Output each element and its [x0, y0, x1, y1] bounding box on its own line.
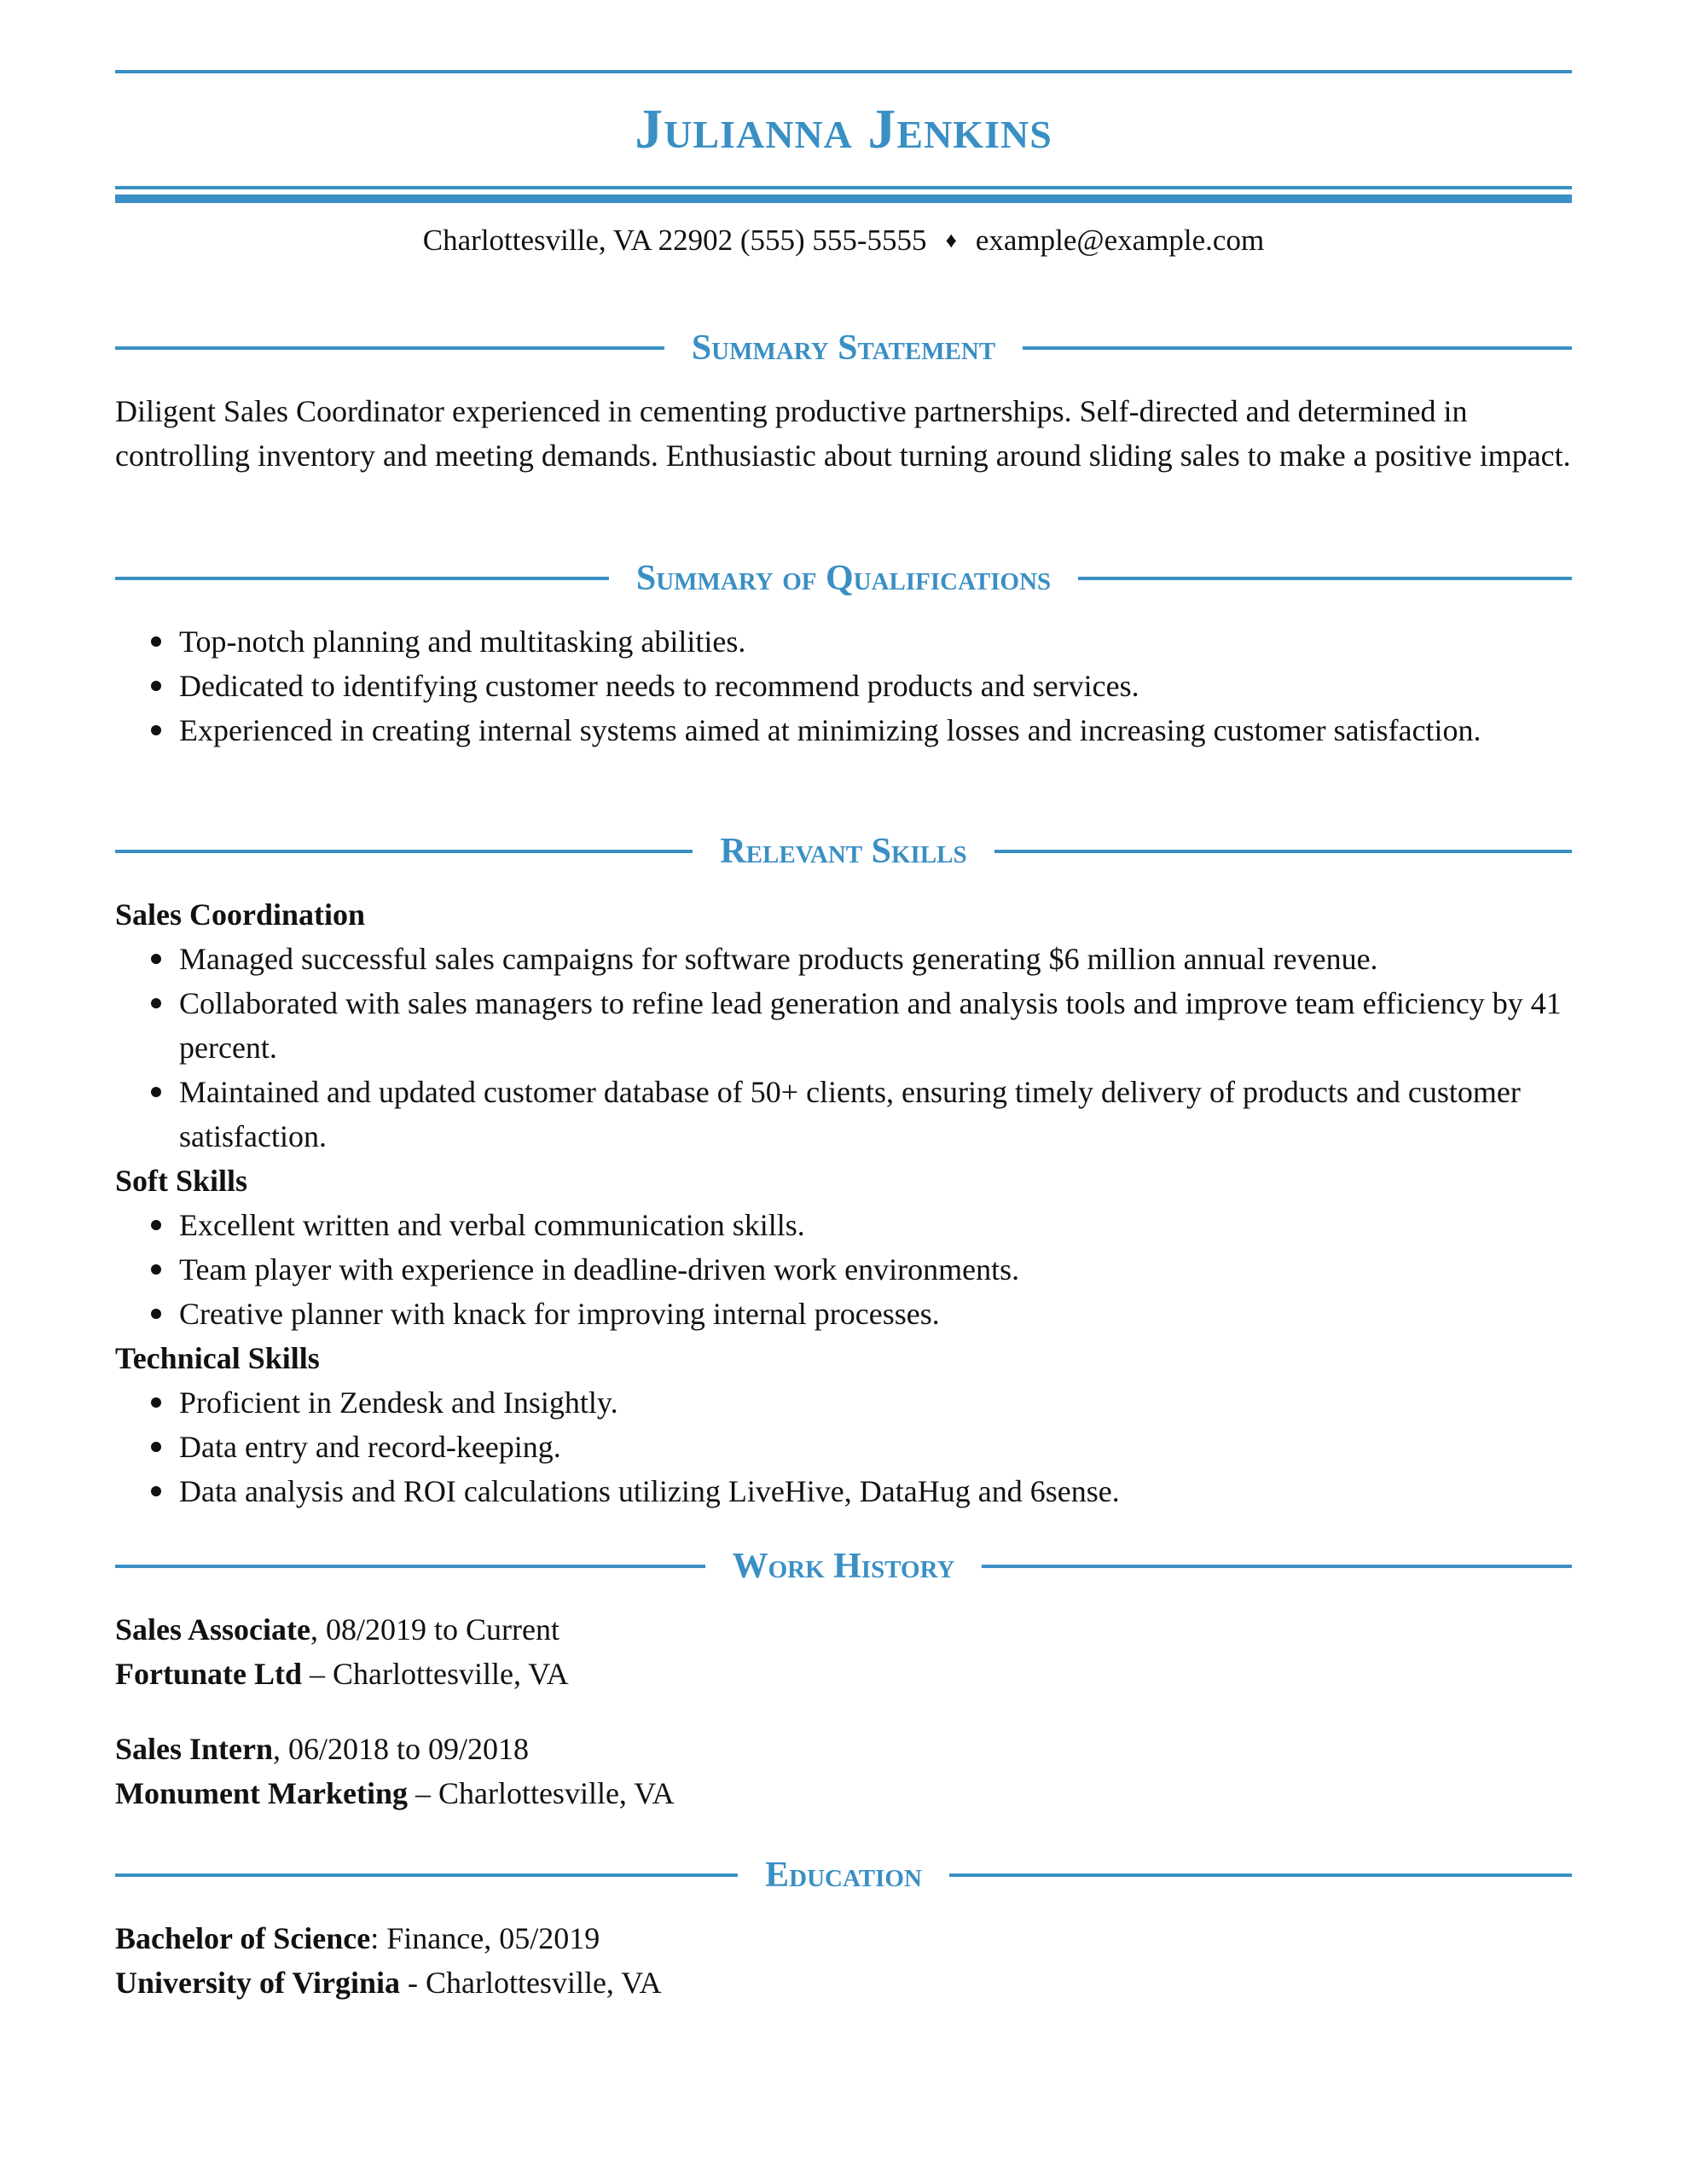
education-degree-line: [115, 1916, 1572, 1960]
section-header-work: [115, 1542, 1572, 1590]
section-title: Summary of Qualifications: [635, 559, 1052, 598]
candidate-name: Julianna Jenkins: [635, 98, 1052, 160]
list-item-text: Creative planner with knack for improving internal processes.: [179, 1297, 940, 1331]
section-rule-right: [982, 1565, 1572, 1568]
section-rule-right: [1078, 577, 1572, 580]
bullet-icon: [151, 1442, 161, 1452]
bullet-icon: [151, 954, 161, 964]
bullet-icon: [151, 1397, 161, 1408]
list-item-text: Top-notch planning and multitasking abilities.: [179, 624, 746, 659]
contact-line: [115, 220, 1572, 261]
section-header-qualifications: [115, 555, 1572, 602]
bullet-icon: [151, 1220, 161, 1230]
skill-group-list: [115, 1380, 1572, 1513]
job-entry: [115, 1727, 1572, 1815]
section-rule-left: [115, 1565, 705, 1568]
job-location: – Charlottesville, VA: [302, 1657, 569, 1691]
education-block: [115, 1916, 1572, 2005]
job-entry: [115, 1607, 1572, 1696]
bullet-icon: [151, 1309, 161, 1319]
section-title: Work History: [732, 1547, 955, 1586]
list-item-text: Team player with experience in deadline-driven work environments.: [179, 1252, 1020, 1287]
job-dates: , 06/2018 to 09/2018: [273, 1732, 530, 1766]
section-title: Education: [765, 1856, 922, 1895]
bullet-icon: [151, 998, 161, 1008]
bullet-icon: [151, 725, 161, 735]
list-item: [115, 664, 1572, 708]
bullet-icon: [151, 681, 161, 691]
section-rule-left: [115, 1873, 738, 1877]
job-role: Sales Intern: [115, 1732, 274, 1766]
skill-group-heading: Technical Skills: [115, 1341, 320, 1375]
job-title-line: [115, 1727, 1572, 1771]
section-header-education: [115, 1851, 1572, 1899]
education-degree: Bachelor of Science: [115, 1921, 371, 1955]
section-rule-right: [1023, 346, 1572, 350]
bullet-icon: [151, 1087, 161, 1097]
bullet-icon: [151, 1264, 161, 1275]
contact-email: example@example.com: [975, 224, 1265, 257]
list-item-text: Data entry and record-keeping.: [179, 1430, 561, 1464]
list-item: [115, 1247, 1572, 1292]
section-header-skills: [115, 828, 1572, 875]
education-location: - Charlottesville, VA: [399, 1966, 662, 2000]
education-field: : Finance, 05/2019: [370, 1921, 600, 1955]
list-item: [115, 981, 1572, 1070]
list-item: [115, 1203, 1572, 1247]
list-item-text: Maintained and updated customer database of 50+ clients, ensuring timely delivery of products and customer satisfaction.: [179, 1075, 1521, 1153]
education-school: University of Virginia: [115, 1966, 400, 2000]
diamond-separator-icon: ♦: [945, 228, 957, 253]
list-item: [115, 1425, 1572, 1469]
bullet-icon: [151, 636, 161, 647]
list-item-text: Proficient in Zendesk and Insightly.: [179, 1385, 618, 1420]
list-item: [115, 1469, 1572, 1513]
list-item-text: Data analysis and ROI calculations utilizing LiveHive, DataHug and 6sense.: [179, 1474, 1120, 1508]
education-school-line: [115, 1960, 1572, 2005]
job-title-line: [115, 1607, 1572, 1652]
list-item: [115, 1292, 1572, 1336]
job-company: Monument Marketing: [115, 1776, 408, 1810]
job-company-line: [115, 1652, 1572, 1696]
skill-group-heading: Soft Skills: [115, 1164, 248, 1198]
job-role: Sales Associate: [115, 1612, 310, 1647]
header-bottom-rule-thin: [115, 186, 1572, 189]
list-item-text: Excellent written and verbal communication skills.: [179, 1208, 805, 1242]
job-company-line: [115, 1771, 1572, 1815]
qualifications-block: [115, 619, 1572, 752]
section-rule-left: [115, 577, 609, 580]
section-header-summary: [115, 324, 1572, 372]
job-location: – Charlottesville, VA: [407, 1776, 675, 1810]
bullet-icon: [151, 1486, 161, 1496]
section-rule-right: [994, 850, 1572, 853]
list-item: [115, 937, 1572, 981]
list-item-text: Dedicated to identifying customer needs to recommend products and services.: [179, 669, 1139, 703]
section-rule-left: [115, 850, 693, 853]
list-item: [115, 619, 1572, 664]
list-item-text: Collaborated with sales managers to refine lead generation and analysis tools and improve team efficiency by 41 percent.: [179, 986, 1562, 1065]
list-item: [115, 708, 1572, 752]
contact-location-phone: Charlottesville, VA 22902 (555) 555-5555: [422, 224, 927, 257]
list-item-text: Experienced in creating internal systems aimed at minimizing losses and increasing customer satisfaction.: [179, 713, 1481, 747]
skill-group-list: [115, 937, 1572, 1159]
header-top-rule: [115, 70, 1572, 73]
section-rule-right: [949, 1873, 1572, 1877]
section-title: Relevant Skills: [720, 832, 967, 871]
list-item: [115, 1070, 1572, 1159]
job-dates: , 08/2019 to Current: [310, 1612, 559, 1647]
skill-group-heading: Sales Coordination: [115, 897, 366, 932]
list-item-text: Managed successful sales campaigns for software products generating $6 million annual revenue.: [179, 942, 1378, 976]
header-bottom-rule-thick: [115, 195, 1572, 203]
qualifications-list: [115, 619, 1572, 752]
list-item: [115, 1380, 1572, 1425]
summary-text: Diligent Sales Coordinator experienced in cementing productive partnerships. Self-directed and determined in controlling inventory and meeting demands. Enthusiastic about turning around sliding sales to make a positive impact.: [115, 394, 1571, 473]
section-rule-left: [115, 346, 664, 350]
work-block: [115, 1607, 1572, 1815]
skills-block: [115, 892, 1572, 1513]
section-title: Summary Statement: [691, 328, 996, 368]
skill-group-list: [115, 1203, 1572, 1336]
summary-block: [115, 389, 1572, 478]
job-company: Fortunate Ltd: [115, 1657, 302, 1691]
